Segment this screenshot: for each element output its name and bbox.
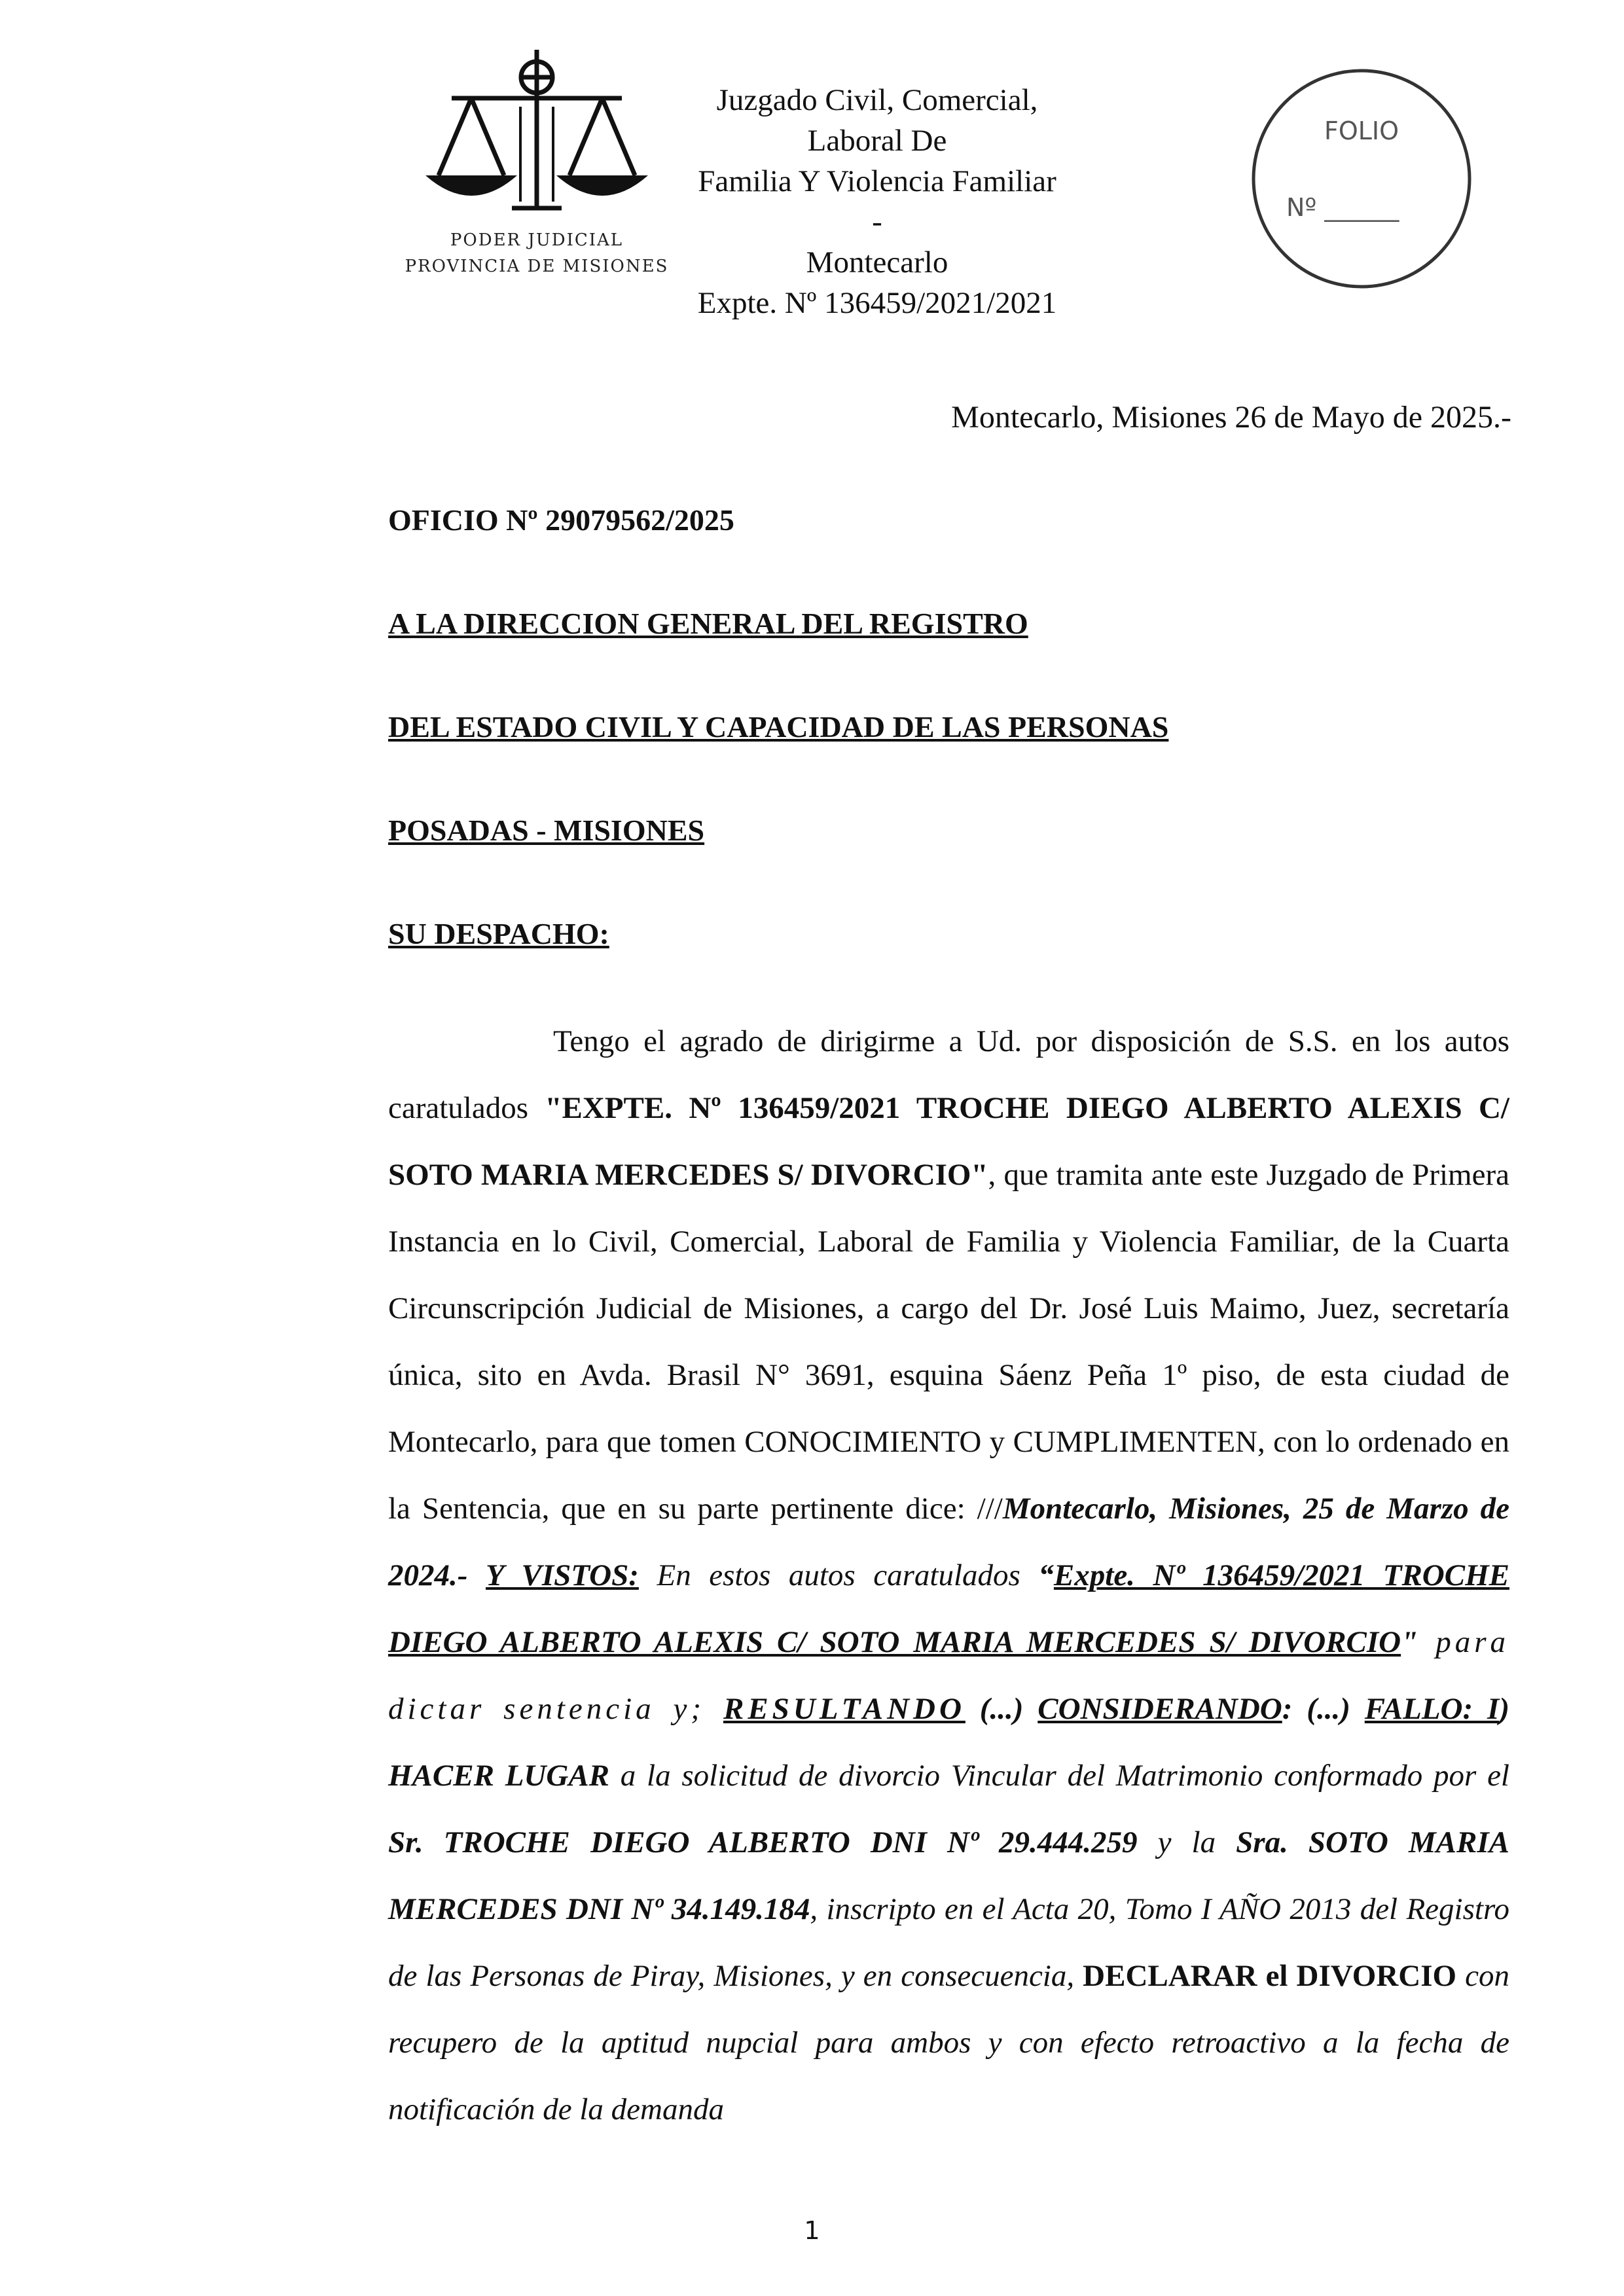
sentence-text: En estos autos caratulados [638,1558,1039,1592]
sentence-case-caption: Expte. Nº 136459/2021 TROCHE DIEGO ALBERTO ALEXIS C/ SOTO MARIA MERCEDES S/ DIVORCIO [388,1558,1509,1659]
page-number: 1 [804,2216,820,2245]
party-defendant: Sra. SOTO MARIA MERCEDES DNI Nº 34.149.184 [388,1825,1509,1926]
folio-circle-icon [1244,62,1479,295]
resultando-label: RESULTANDO [723,1692,965,1726]
expte-number: Expte. Nº 136459/2021/2021 [697,286,1057,320]
folio-number-label: Nº ______ [1286,193,1399,222]
considerando-label: CONSIDERANDO [1038,1692,1282,1726]
party-plaintiff: Sr. TROCHE DIEGO ALBERTO DNI Nº 29.444.259 [388,1825,1138,1859]
logo-caption-line1: PODER JUDICIAL [450,230,624,250]
court-name-line3: Montecarlo [806,245,948,279]
body-paragraph: Tengo el agrado de dirigirme a Ud. por disposición de S.S. en los autos caratulados "EXPTE. Nº 136459/2021 TROCHE DIEGO ALBERTO ALEXIS C/ SOTO MARIA MERCEDES S/ DIVORCIO", que tramita ante este Juzgado de Primera Instancia en lo Civil, Comercial, Laboral de Familia y Violencia Familiar, de la Cuarta Circunscripción Judicial de Misiones, a cargo del Dr. José Luis Maimo, Juez, secretaría única, sito en Avda. Brasil N° 3691, esquina Sáenz Peña 1º piso, de esta ciudad de Montecarlo, para que tomen CONOCIMIENTO y CUMPLIMENTEN, con lo ordenado en la Sentencia, que en su parte pertinente dice: ///Montecarlo, Misiones, 25 de Marzo de 2024.- Y VISTOS: En estos autos caratulados “Expte. Nº 136459/2021 TROCHE DIEGO ALBERTO ALEXIS C/ SOTO MARIA MERCEDES S/ DIVORCIO" para dictar sentencia y; RESULTANDO (...) CONSIDERANDO: (...) FALLO: I) HACER LUGAR a la solicitud de divorcio Vincular del Matrimonio conformado por el Sr. TROCHE DIEGO ALBERTO DNI Nº 29.444.259 y la Sra. SOTO MARIA MERCEDES DNI Nº 34.149.184, inscripto en el Acta 20, Tomo I AÑO 2013 del Registro de las Personas de Piray, Misiones, y en consecuencia, DECLARAR el DIVORCIO con recupero de la aptitud nupcial para ambos y con efecto retroactivo a la fecha de notificación de la demanda [388,1024,1510,2126]
recipient-line2: DEL ESTADO CIVIL Y CAPACIDAD DE LAS PERSONAS [388,710,1169,744]
y-vistos-label: Y VISTOS: [485,1558,639,1592]
recipient-line3: POSADAS - MISIONES [388,814,705,847]
court-name-line2: Familia Y Violencia Familiar - [698,164,1056,239]
case-caption: "EXPTE. Nº 136459/2021 TROCHE DIEGO ALBERTO ALEXIS C/ SOTO MARIA MERCEDES S/ DIVORCIO" [388,1091,1509,1192]
fallo-label: FALLO: I [1364,1692,1500,1726]
hacer-lugar: ) HACER LUGAR [388,1692,1509,1793]
salutation: SU DESPACHO: [388,917,609,950]
body-intro: Tengo el agrado de dirigirme a Ud. por disposición de S.S. en los autos caratulados [388,1024,1509,1125]
folio-stamp [1244,62,1479,295]
logo-caption-line2: PROVINCIA DE MISIONES [405,257,669,276]
recipient-line1: A LA DIRECCION GENERAL DEL REGISTRO [388,607,1028,640]
scales-of-justice-icon [399,45,674,241]
sentence-date: Montecarlo, Misiones, 25 de Marzo de 2024.- [388,1492,1509,1592]
court-header [694,80,1060,323]
oficio-number: OFICIO Nº 29079562/2025 [388,503,734,537]
folio-label: FOLIO [1324,117,1399,145]
document-date: Montecarlo, Misiones 26 de Mayo de 2025.- [951,400,1511,435]
body-court-details: , que tramita ante este Juzgado de Primera Instancia en lo Civil, Comercial, Laboral de Familia y Violencia Familiar, de la Cuarta Circunscripción Judicial de Misiones, a cargo del Dr. José Luis Maimo, Juez, secretaría única, sito en Avda. Brasil N° 3691, esquina Sáenz Peña 1º piso, de esta ciudad de Montecarlo, para que tomen CONOCIMIENTO y CUMPLIMENTEN, con lo ordenado en la Sentencia, que en su parte pertinente dice: /// [388,1158,1509,1526]
poder-judicial-logo [399,45,674,293]
letter-body [388,1008,1509,2143]
declarar-divorcio: DECLARAR el DIVORCIO [1083,1959,1457,1993]
court-name-line1: Juzgado Civil, Comercial, Laboral De [716,83,1038,158]
